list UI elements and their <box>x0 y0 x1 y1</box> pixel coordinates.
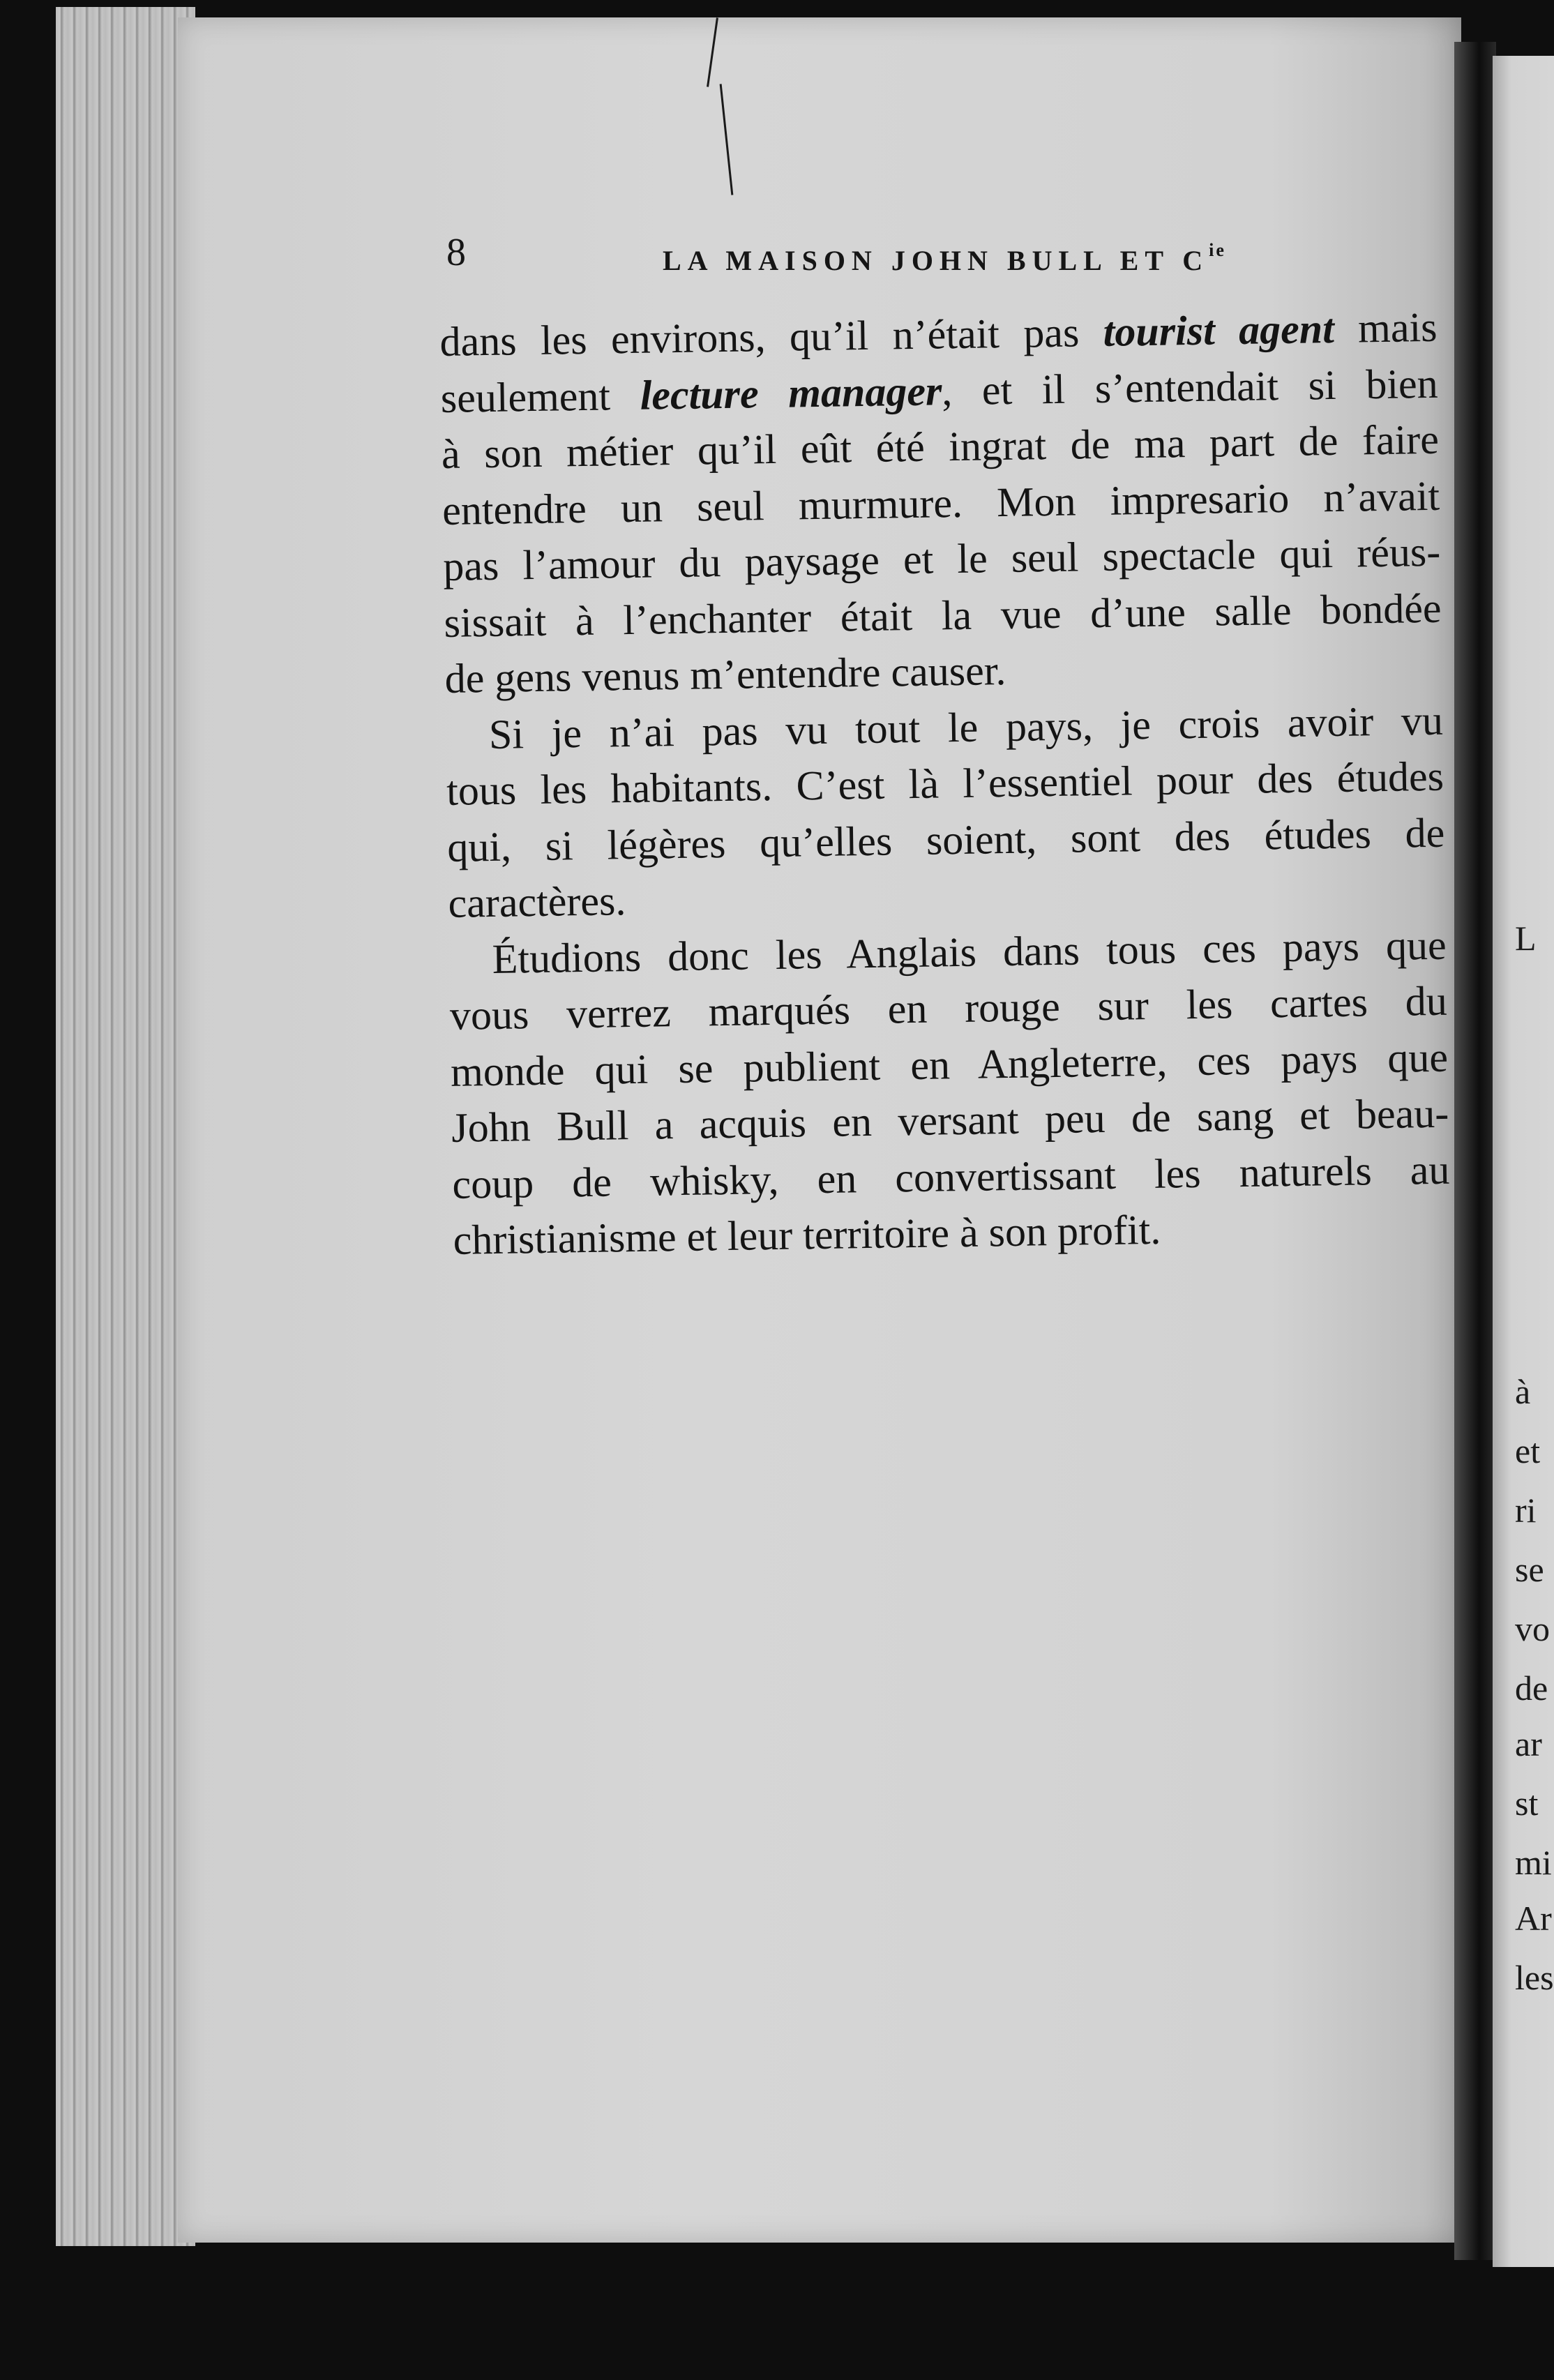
text-line: christianisme et leur territoire à son profit. <box>453 1206 1161 1263</box>
text-line: Étudions donc les Anglais dans tous ces pays que <box>492 921 1447 982</box>
text-line: dans les environs, qu’il n’était pas tourist agent mais <box>439 303 1438 365</box>
book-gutter <box>1454 42 1496 2260</box>
right-line: L <box>1515 919 1537 958</box>
running-head-superscript: ie <box>1209 240 1226 260</box>
body-text <box>439 299 1451 1269</box>
text-line: tous les habitants. C’est là l’essentiel pour des études <box>446 753 1444 814</box>
text-line: de gens venus m’entendre causer. <box>444 647 1006 702</box>
page-number: 8 <box>446 231 466 274</box>
text-line: à son métier qu’il eût été ingrat de ma part de faire <box>441 416 1440 477</box>
right-line: ar <box>1515 1724 1542 1763</box>
text-line: monde qui se publient en Angleterre, ces pays que <box>450 1034 1449 1095</box>
right-line: ri <box>1515 1491 1537 1530</box>
text-line: coup de whisky, en convertissant les naturels au <box>452 1146 1450 1207</box>
text-line: sissait à l’enchanter était la vue d’une salle bondée <box>444 585 1442 646</box>
text-line: Si je n’ai pas vu tout le pays, je crois avoir vu <box>488 697 1444 758</box>
right-line: les <box>1515 1958 1554 1997</box>
right-line: et <box>1515 1431 1541 1470</box>
running-head <box>663 240 1226 277</box>
running-head-text: LA MAISON JOHN BULL ET C <box>663 245 1209 276</box>
right-line: vo <box>1515 1609 1550 1648</box>
text-line: qui, si légères qu’elles soient, sont des études de <box>446 809 1445 871</box>
right-line: de <box>1515 1669 1548 1708</box>
right-line: st <box>1515 1784 1539 1823</box>
right-line: mi <box>1515 1843 1552 1882</box>
text-line: pas l’amour du paysage et le seul spectacle qui réus- <box>442 528 1441 589</box>
text-line: vous verrez marqués en rouge sur les cartes du <box>449 977 1448 1039</box>
text-line: entendre un seul murmure. Mon impresario n’avait <box>442 472 1440 534</box>
right-line: se <box>1515 1550 1544 1589</box>
text-line: caractères. <box>448 878 626 926</box>
text-line: John Bull a acquis en versant peu de sang et beau- <box>451 1090 1449 1151</box>
right-line: à <box>1515 1372 1531 1411</box>
text-line: seulement lecture manager, et il s’entendait si bien <box>440 360 1439 421</box>
right-line: Ar <box>1515 1899 1552 1938</box>
page-edges-stack <box>56 7 195 2246</box>
